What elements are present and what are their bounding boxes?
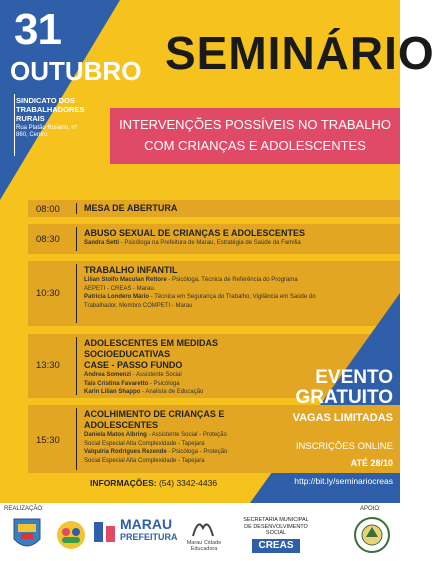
speaker-role: - Psicóloga, Técnica de Referência do Programa <box>166 277 298 283</box>
schedule-title: TRABALHO INFANTIL <box>84 265 178 275</box>
speaker-role: - Técnica em Segurança do Trabalho, Vigilância em Saúde do <box>149 294 316 300</box>
schedule-row-abuso <box>28 224 400 254</box>
schedule-title: ACOLHIMENTO DE CRIANÇAS E <box>84 409 225 419</box>
registration-link[interactable]: http://bit.ly/seminariocreas <box>294 476 393 486</box>
schedule-time: 08:30 <box>36 234 60 245</box>
speaker-role: - Assistente Social - Proteção <box>146 432 227 438</box>
organizer-name: SINDICATO DOS TRABALHADORES RURAIS <box>16 96 85 123</box>
organizer <box>16 96 86 139</box>
event-line-1: EVENTO <box>315 367 393 388</box>
schedule-title-2: CASE - PASSO FUNDO <box>84 360 183 370</box>
schedule-divider <box>76 264 77 323</box>
page-title: SEMINÁRIO <box>165 27 435 79</box>
speaker-name: Karin Lilian Shappo <box>84 389 141 395</box>
people-logo <box>55 519 87 551</box>
speaker-role: - Psicóloga - Proteção <box>166 449 228 455</box>
realizacao-label: REALIZAÇÃO: <box>4 506 44 512</box>
secretaria-text: SECRETARIA MUNICIPAL DE DESENVOLVIMENTO SOCIAL <box>243 517 309 536</box>
city-crest-logo <box>8 515 46 555</box>
marau-emblem-icon <box>92 518 118 546</box>
contact-info <box>90 478 217 488</box>
date-day: 31 <box>14 5 61 54</box>
date-month: OUTUBRO <box>10 56 142 86</box>
apoio-label: APOIO: <box>360 506 381 512</box>
support-seal-logo <box>352 515 392 555</box>
org-divider <box>14 94 15 156</box>
contact-phone: (54) 3342-4436 <box>158 478 218 488</box>
speaker-role: - Assistente Social <box>131 372 182 378</box>
subtitle-line-2: COM CRIANÇAS E ADOLESCENTES <box>144 138 366 153</box>
online-registration: INSCRIÇÕES ONLINE <box>295 441 393 452</box>
schedule-time: 13:30 <box>36 360 60 371</box>
speaker-role: - Analista de Educação <box>140 389 204 395</box>
prefeitura-name: PREFEITURA <box>120 532 178 542</box>
speaker-role: Social Especial Alta Complexidade - Tapejara <box>84 440 205 447</box>
speaker-name: Patrícia Londero Mário <box>84 294 150 300</box>
schedule-title: ABUSO SEXUAL DE CRIANÇAS E ADOLESCENTES <box>84 228 306 238</box>
schedule-row-opening <box>28 200 400 217</box>
registration-deadline: ATÉ 28/10 <box>350 458 393 468</box>
schedule-time: 15:30 <box>36 435 60 446</box>
speaker-name: Sandra Setti <box>84 240 120 246</box>
footer-logos <box>0 503 400 561</box>
cidade-educadora-text: Marau Cidade Educadora <box>186 540 222 552</box>
subtitle-line-1: INTERVENÇÕES POSSÍVEIS NO TRABALHO <box>119 117 391 132</box>
speaker-role: Trabalhador, Membro COMPETI - Marau <box>84 302 193 309</box>
event-free-badge <box>295 368 393 408</box>
speaker-name: Andrea Somenzi <box>84 372 132 378</box>
speaker-line <box>84 276 388 285</box>
speaker-name: Taís Cristina Favaretto <box>84 380 149 387</box>
speaker-line <box>84 448 270 457</box>
marau-name: MARAU <box>120 516 173 532</box>
speaker-role: - Psicóloga <box>148 380 180 387</box>
speaker-name: Valquíria Rodrigues Rezende <box>84 449 167 455</box>
speaker-role: - Psicóloga na Prefeitura de Marau, Estratégia de Saúde da Família <box>119 240 301 246</box>
schedule-title: MESA DE ABERTURA <box>84 203 178 213</box>
subtitle <box>118 114 392 156</box>
speaker-name: Lilian Stolfo Maculan Rettore <box>84 277 167 283</box>
speaker-line <box>84 239 388 248</box>
contact-label: INFORMAÇÕES: <box>90 478 157 488</box>
speaker-line <box>84 431 270 440</box>
limited-spots: VAGAS LIMITADAS <box>292 412 393 424</box>
speaker-line <box>84 285 388 294</box>
speaker-line <box>84 457 270 466</box>
schedule-title-2: ADOLESCENTES <box>84 420 159 430</box>
schedule-divider <box>76 203 77 214</box>
schedule-time: 08:00 <box>36 204 60 215</box>
schedule-time: 10:30 <box>36 288 60 299</box>
speaker-role: Social Especial Alta Complexidade - Tapejara <box>84 457 205 464</box>
schedule-divider <box>76 227 77 251</box>
creas-logo: CREAS <box>252 539 300 553</box>
speaker-line <box>84 440 270 449</box>
organizer-address: Rua Platão Rosario, nº 860, Centro <box>16 125 77 138</box>
cidade-educadora-logo <box>190 516 216 540</box>
schedule-divider <box>76 408 77 470</box>
event-line-2: GRATUITO <box>295 387 393 408</box>
speaker-role: AEPETI - CREAS - Marau. <box>84 285 156 292</box>
schedule-divider <box>76 337 77 395</box>
schedule-title: ADOLESCENTES EM MEDIDAS SOCIOEDUCATIVAS <box>84 338 219 359</box>
speaker-name: Daniela Matos Albring <box>84 432 147 438</box>
